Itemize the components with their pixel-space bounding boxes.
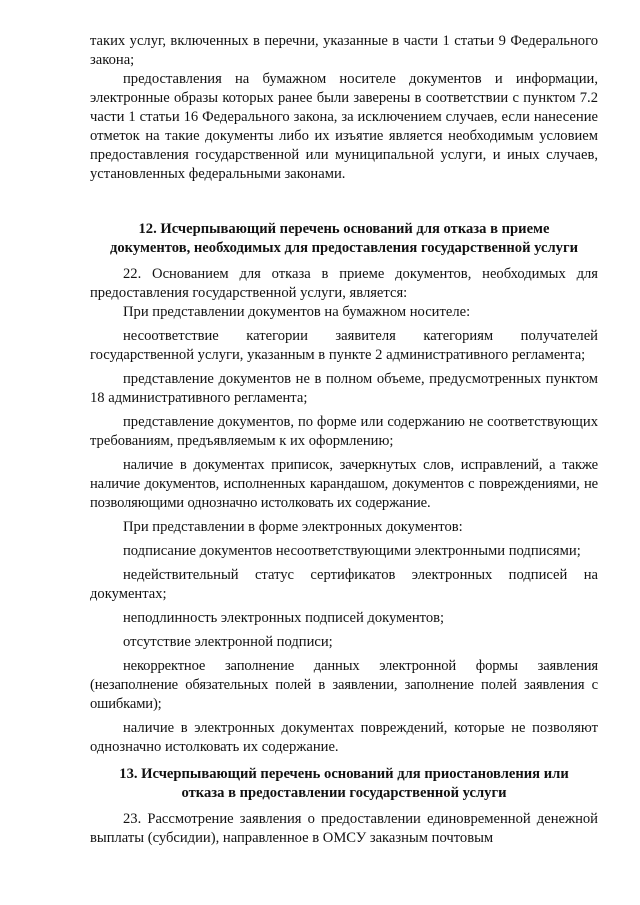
paragraph-paper-documents: предоставления на бумажном носителе документов и информации, электронные образы которых ранее были заверены в соответствии с пунктом 7.2 части 1 статьи 16 Федерального закона, за исключением случаев, если нанесение отметок на такие документы либо их изъятие является необходимым условием предоставления государственной или муниципальной услуги, и иных случаев, установленных федеральными законами.: [90, 71, 598, 182]
list-item-category-mismatch: несоответствие категории заявителя категориям получателей государственной услуги, указанным в пункте 2 административного регламента;: [90, 328, 598, 363]
list-item-incorrect-form-data: некорректное заполнение данных электронной формы заявления (незаполнение обязательных полей в заявлении, заполнение полей заявления с ошибками);: [90, 658, 598, 712]
paragraph-22-grounds: 22. Основанием для отказа в приеме документов, необходимых для предоставления государственной услуги, является:: [90, 266, 598, 301]
paragraph-electronic-submission: При представлении в форме электронных документов:: [123, 519, 463, 535]
document-body: [90, 32, 598, 848]
paragraph-paper-submission: При представлении документов на бумажном носителе:: [123, 304, 471, 320]
list-item-no-signature: отсутствие электронной подписи;: [123, 634, 333, 650]
list-item-incomplete-documents: представление документов не в полном объеме, предусмотренных пунктом 18 административного регламента;: [90, 371, 598, 406]
list-item-wrong-signatures: подписание документов несоответствующими электронными подписями;: [123, 543, 581, 559]
list-item-form-mismatch: представление документов, по форме или содержанию не соответствующих требованиям, предъявляемым к их оформлению;: [90, 414, 598, 449]
section-heading-12: 12. Исчерпывающий перечень оснований для отказа в приеме документов, необходимых для предоставления государственной услуги: [110, 221, 578, 256]
list-item-inauthentic-signatures: неподлинность электронных подписей документов;: [123, 610, 445, 626]
list-item-invalid-certificates: недействительный статус сертификатов электронных подписей на документах;: [90, 567, 598, 602]
list-item-damaged-documents: наличие в электронных документах повреждений, которые не позволяют однозначно истолковать их содержание.: [90, 720, 598, 755]
paragraph-23-review: 23. Рассмотрение заявления о предоставлении единовременной денежной выплаты (субсидии), направленное в ОМСУ заказным почтовым: [90, 811, 598, 846]
paragraph-services-list-end: таких услуг, включенных в перечни, указанные в части 1 статьи 9 Федерального закона;: [90, 33, 598, 68]
list-item-corrections: наличие в документах приписок, зачеркнутых слов, исправлений, а также наличие документов, исполненных карандашом, документов с повреждениями, не позволяющими однозначно истолковать их содержание.: [90, 457, 598, 511]
section-heading-13: 13. Исчерпывающий перечень оснований для приостановления или отказа в предоставлении государственной услуги: [119, 766, 569, 801]
